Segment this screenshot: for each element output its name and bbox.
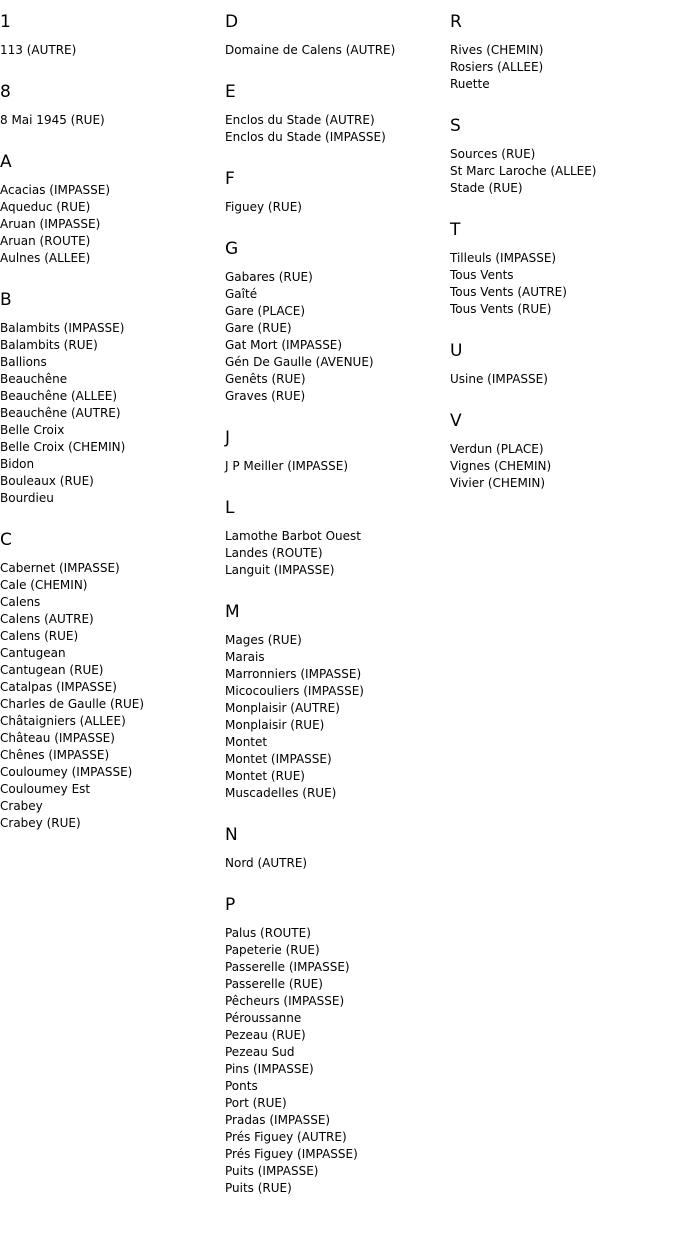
street-link[interactable]: Aqueduc (RUE) bbox=[0, 200, 91, 214]
letter-section bbox=[225, 82, 445, 146]
street-link[interactable]: Prés Figuey (IMPASSE) bbox=[225, 1147, 358, 1161]
street-link[interactable]: Puits (RUE) bbox=[225, 1181, 292, 1195]
section-letter-heading: T bbox=[450, 220, 461, 240]
street-link[interactable]: Belle Croix bbox=[0, 423, 65, 437]
street-link[interactable]: Mages (RUE) bbox=[225, 633, 302, 647]
index-column-2 bbox=[225, 12, 445, 1220]
street-link[interactable]: Stade (RUE) bbox=[450, 181, 523, 195]
street-link[interactable]: Palus (ROUTE) bbox=[225, 926, 311, 940]
street-link[interactable]: Passerelle (IMPASSE) bbox=[225, 960, 350, 974]
street-link[interactable]: Rives (CHEMIN) bbox=[450, 43, 544, 57]
letter-section bbox=[225, 895, 445, 1197]
street-link[interactable]: Lamothe Barbot Ouest bbox=[225, 529, 361, 543]
street-link[interactable]: Cantugean bbox=[0, 646, 66, 660]
street-link[interactable]: Cale (CHEMIN) bbox=[0, 578, 88, 592]
street-link[interactable]: Prés Figuey (AUTRE) bbox=[225, 1130, 347, 1144]
street-link[interactable]: Vivier (CHEMIN) bbox=[450, 476, 546, 490]
street-link[interactable]: Tilleuls (IMPASSE) bbox=[450, 251, 557, 265]
street-link[interactable]: Calens (AUTRE) bbox=[0, 612, 94, 626]
street-link[interactable]: Beauchêne bbox=[0, 372, 68, 386]
section-letter-heading: D bbox=[225, 12, 239, 32]
street-link[interactable]: Montet (RUE) bbox=[225, 769, 305, 783]
street-link[interactable]: Ballions bbox=[0, 355, 47, 369]
letter-section bbox=[225, 169, 445, 216]
street-link[interactable]: St Marc Laroche (ALLEE) bbox=[450, 164, 597, 178]
street-link[interactable]: Balambits (IMPASSE) bbox=[0, 321, 125, 335]
section-letter-heading: N bbox=[225, 825, 238, 845]
section-letter-heading: R bbox=[450, 12, 462, 32]
street-link[interactable]: Charles de Gaulle (RUE) bbox=[0, 697, 145, 711]
section-letter-heading: 1 bbox=[0, 12, 11, 32]
street-link[interactable]: Aruan (IMPASSE) bbox=[0, 217, 101, 231]
street-link[interactable]: Beauchêne (AUTRE) bbox=[0, 406, 121, 420]
street-link[interactable]: Graves (RUE) bbox=[225, 389, 306, 403]
section-letter-heading: L bbox=[225, 498, 235, 518]
section-letter-heading: A bbox=[0, 152, 12, 172]
street-link[interactable]: Montet bbox=[225, 735, 268, 749]
street-link[interactable]: Papeterie (RUE) bbox=[225, 943, 320, 957]
letter-section bbox=[450, 341, 670, 388]
letter-section bbox=[0, 82, 220, 129]
street-link[interactable]: Enclos du Stade (AUTRE) bbox=[225, 113, 375, 127]
street-link[interactable]: Péroussanne bbox=[225, 1011, 302, 1025]
street-link[interactable]: Chênes (IMPASSE) bbox=[0, 748, 110, 762]
street-link[interactable]: Landes (ROUTE) bbox=[225, 546, 323, 560]
section-letter-heading: F bbox=[225, 169, 235, 189]
letter-section bbox=[0, 290, 220, 507]
street-link[interactable]: Acacias (IMPASSE) bbox=[0, 183, 111, 197]
section-letter-heading: M bbox=[225, 602, 240, 622]
letter-section bbox=[225, 825, 445, 872]
street-link[interactable]: Bouleaux (RUE) bbox=[0, 474, 94, 488]
street-link[interactable]: Ponts bbox=[225, 1079, 258, 1093]
street-link[interactable]: Enclos du Stade (IMPASSE) bbox=[225, 130, 386, 144]
street-link[interactable]: Pins (IMPASSE) bbox=[225, 1062, 314, 1076]
street-link[interactable]: Bidon bbox=[0, 457, 35, 471]
street-link[interactable]: Gare (PLACE) bbox=[225, 304, 306, 318]
section-letter-heading: G bbox=[225, 239, 239, 259]
index-column-1 bbox=[0, 12, 220, 855]
street-link[interactable]: 8 Mai 1945 (RUE) bbox=[0, 113, 105, 127]
street-link[interactable]: Pezeau Sud bbox=[225, 1045, 295, 1059]
street-link[interactable]: Ruette bbox=[450, 77, 490, 91]
street-link[interactable]: Cantugean (RUE) bbox=[0, 663, 104, 677]
street-link[interactable]: Aruan (ROUTE) bbox=[0, 234, 91, 248]
letter-section bbox=[450, 12, 670, 93]
street-link[interactable]: Aulnes (ALLEE) bbox=[0, 251, 91, 265]
index-column-3 bbox=[450, 12, 670, 515]
street-link[interactable]: Passerelle (RUE) bbox=[225, 977, 323, 991]
letter-section bbox=[0, 530, 220, 832]
section-letter-heading: E bbox=[225, 82, 236, 102]
street-link[interactable]: Gabares (RUE) bbox=[225, 270, 313, 284]
letter-section bbox=[225, 12, 445, 59]
street-link[interactable]: Tous Vents (RUE) bbox=[450, 302, 552, 316]
section-letter-heading: P bbox=[225, 895, 236, 915]
street-link[interactable]: Château (IMPASSE) bbox=[0, 731, 115, 745]
street-link[interactable]: Bourdieu bbox=[0, 491, 54, 505]
section-letter-heading: 8 bbox=[0, 82, 11, 102]
street-link[interactable]: Pradas (IMPASSE) bbox=[225, 1113, 331, 1127]
street-link[interactable]: Cabernet (IMPASSE) bbox=[0, 561, 120, 575]
street-link[interactable]: Calens bbox=[0, 595, 41, 609]
street-link[interactable]: Marais bbox=[225, 650, 265, 664]
street-link[interactable]: Marronniers (IMPASSE) bbox=[225, 667, 362, 681]
street-link[interactable]: Crabey (RUE) bbox=[0, 816, 81, 830]
section-letter-heading: S bbox=[450, 116, 461, 136]
street-link[interactable]: Sources (RUE) bbox=[450, 147, 536, 161]
section-letter-heading: C bbox=[0, 530, 12, 550]
letter-section bbox=[225, 239, 445, 405]
street-link[interactable]: Tous Vents bbox=[450, 268, 514, 282]
street-link[interactable]: Domaine de Calens (AUTRE) bbox=[225, 43, 396, 57]
street-link[interactable]: Nord (AUTRE) bbox=[225, 856, 308, 870]
letter-section bbox=[0, 12, 220, 59]
street-link[interactable]: Couloumey (IMPASSE) bbox=[0, 765, 133, 779]
letter-section bbox=[225, 428, 445, 475]
street-link[interactable]: Gare (RUE) bbox=[225, 321, 292, 335]
section-letter-heading: V bbox=[450, 411, 462, 431]
section-letter-heading: U bbox=[450, 341, 463, 361]
street-link[interactable]: Châtaigniers (ALLEE) bbox=[0, 714, 126, 728]
street-link[interactable]: Balambits (RUE) bbox=[0, 338, 98, 352]
street-link[interactable]: Rosiers (ALLEE) bbox=[450, 60, 544, 74]
street-link[interactable]: Monplaisir (AUTRE) bbox=[225, 701, 340, 715]
street-link[interactable]: Gaîté bbox=[225, 287, 258, 301]
street-link[interactable]: Usine (IMPASSE) bbox=[450, 372, 548, 386]
street-link[interactable]: 113 (AUTRE) bbox=[0, 43, 77, 57]
street-link[interactable]: Muscadelles (RUE) bbox=[225, 786, 337, 800]
street-link[interactable]: Calens (RUE) bbox=[0, 629, 79, 643]
street-link[interactable]: Couloumey Est bbox=[0, 782, 91, 796]
street-link[interactable]: Gén De Gaulle (AVENUE) bbox=[225, 355, 374, 369]
street-link[interactable]: Figuey (RUE) bbox=[225, 200, 302, 214]
letter-section bbox=[450, 220, 670, 318]
street-link[interactable]: Vignes (CHEMIN) bbox=[450, 459, 552, 473]
street-link[interactable]: Crabey bbox=[0, 799, 43, 813]
street-link[interactable]: J P Meiller (IMPASSE) bbox=[225, 459, 349, 473]
section-letter-heading: B bbox=[0, 290, 12, 310]
street-link[interactable]: Pêcheurs (IMPASSE) bbox=[225, 994, 345, 1008]
letter-section bbox=[225, 498, 445, 579]
street-link[interactable]: Verdun (PLACE) bbox=[450, 442, 544, 456]
street-link[interactable]: Pezeau (RUE) bbox=[225, 1028, 306, 1042]
letter-section bbox=[450, 116, 670, 197]
street-link[interactable]: Port (RUE) bbox=[225, 1096, 287, 1110]
street-link[interactable]: Montet (IMPASSE) bbox=[225, 752, 332, 766]
street-link[interactable]: Genêts (RUE) bbox=[225, 372, 306, 386]
street-link[interactable]: Gat Mort (IMPASSE) bbox=[225, 338, 343, 352]
street-link[interactable]: Tous Vents (AUTRE) bbox=[450, 285, 567, 299]
street-link[interactable]: Micocouliers (IMPASSE) bbox=[225, 684, 364, 698]
street-link[interactable]: Monplaisir (RUE) bbox=[225, 718, 325, 732]
section-letter-heading: J bbox=[225, 428, 231, 448]
street-link[interactable]: Languit (IMPASSE) bbox=[225, 563, 335, 577]
street-link[interactable]: Belle Croix (CHEMIN) bbox=[0, 440, 126, 454]
street-link[interactable]: Beauchêne (ALLEE) bbox=[0, 389, 118, 403]
letter-section bbox=[0, 152, 220, 267]
letter-section bbox=[225, 602, 445, 802]
letter-section bbox=[450, 411, 670, 492]
street-link[interactable]: Puits (IMPASSE) bbox=[225, 1164, 319, 1178]
street-link[interactable]: Catalpas (IMPASSE) bbox=[0, 680, 117, 694]
